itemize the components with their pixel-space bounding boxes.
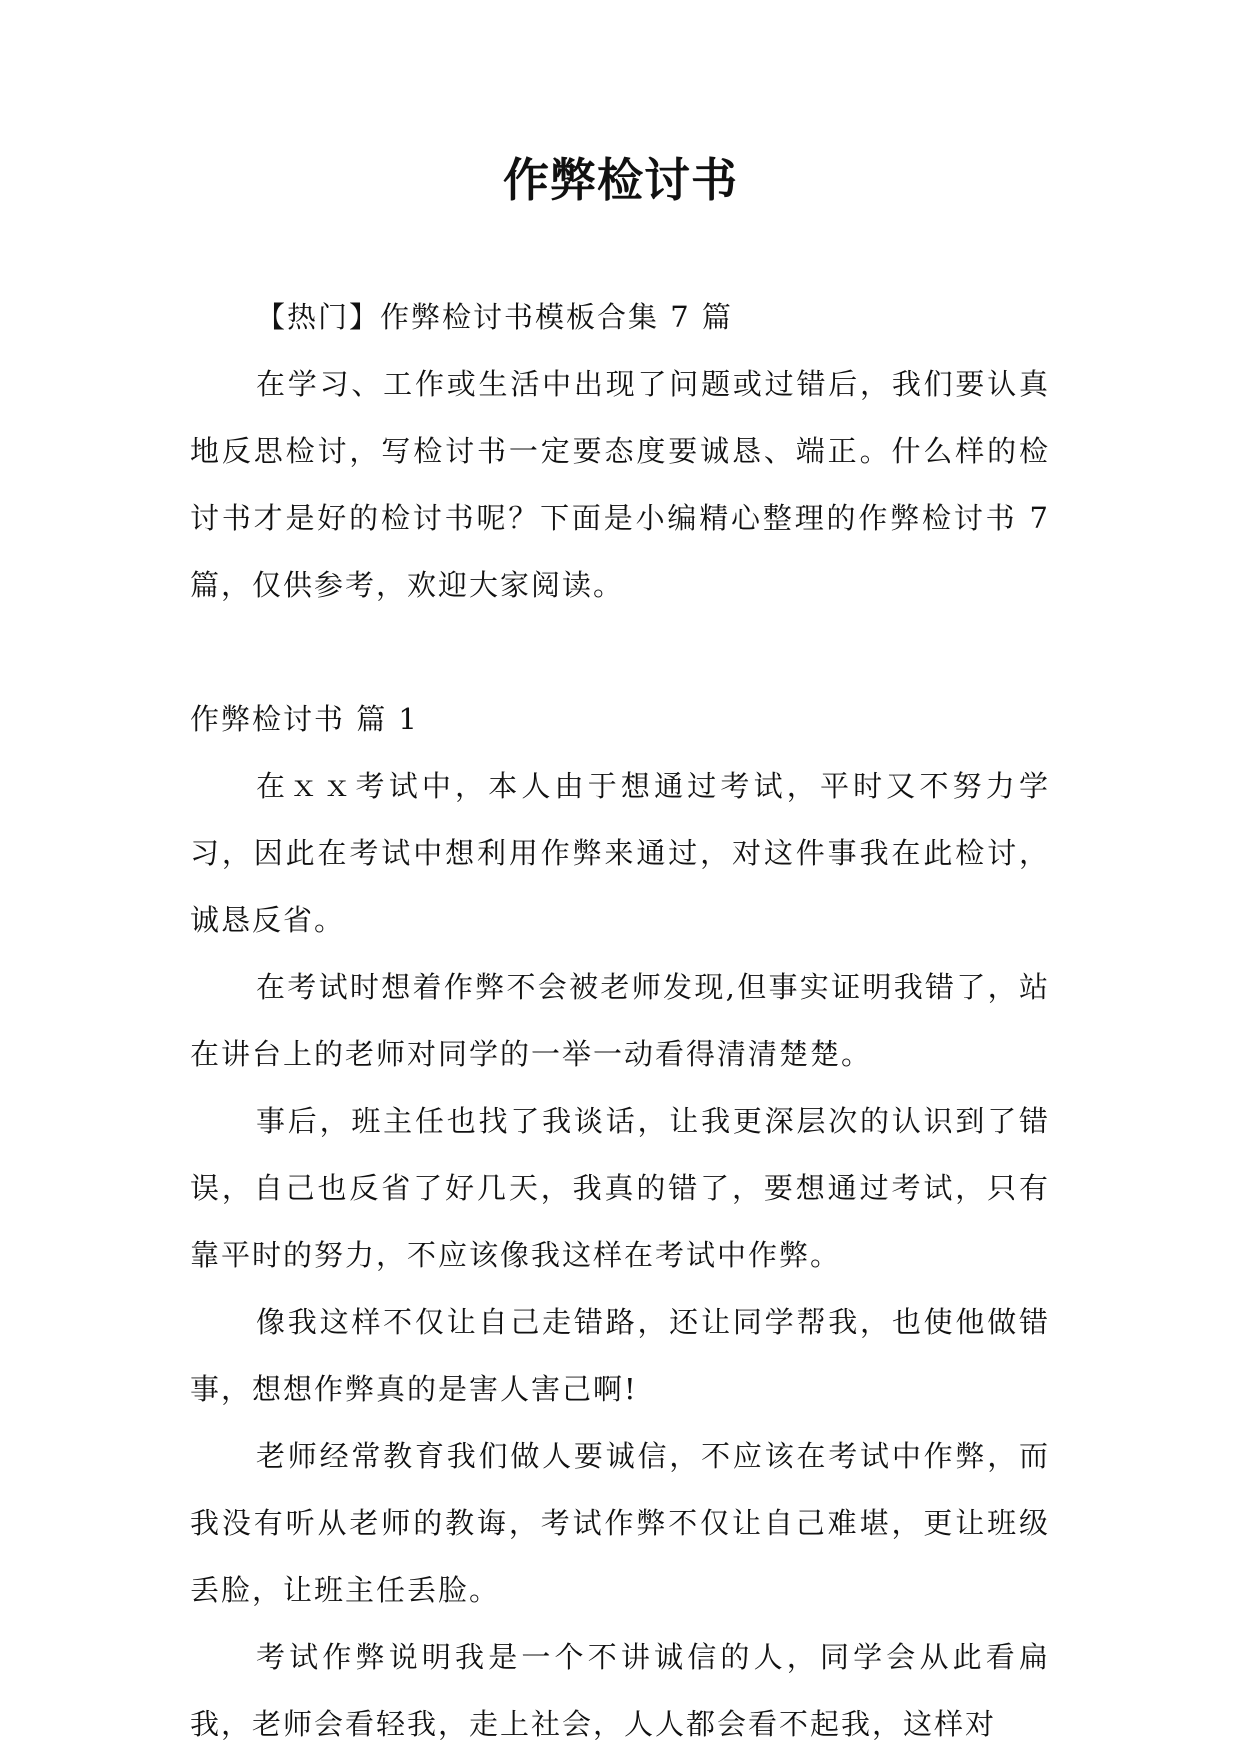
intro-paragraph: 在学习、工作或生活中出现了问题或过错后，我们要认真地反思检讨，写检讨书一定要态度要诚恳、端正。什么样的检讨书才是好的检讨书呢？下面是小编精心整理的作弊检讨书 7 篇，仅供参考，欢迎大家阅读。 [190,367,1050,602]
body-paragraph-2: 在考试时想着作弊不会被老师发现,但事实证明我错了，站在讲台上的老师对同学的一举一动看得清清楚楚。 [190,970,1050,1071]
lead-line: 【热门】作弊检讨书模板合集 7 篇 [256,300,733,334]
body-paragraph-1: 在ｘｘ考试中，本人由于想通过考试，平时又不努力学习，因此在考试中想利用作弊来通过，对这件事我在此检讨，诚恳反省。 [190,769,1050,937]
section-heading: 作弊检讨书 篇 1 [190,702,419,736]
body-paragraph-5: 老师经常教育我们做人要诚信，不应该在考试中作弊，而我没有听从老师的教诲，考试作弊不仅让自己难堪，更让班级丢脸，让班主任丢脸。 [190,1439,1050,1607]
document-title: 作弊检讨书 [503,153,738,207]
body-paragraph-4: 像我这样不仅让自己走错路，还让同学帮我，也使他做错事，想想作弊真的是害人害己啊! [190,1305,1050,1406]
body-paragraph-6: 考试作弊说明我是一个不讲诚信的人，同学会从此看扁我，老师会看轻我，走上社会，人人都会看不起我，这样对 [190,1640,1050,1741]
body-paragraph-3: 事后，班主任也找了我谈话，让我更深层次的认识到了错误，自己也反省了好几天，我真的错了，要想通过考试，只有靠平时的努力，不应该像我这样在考试中作弊。 [190,1104,1050,1272]
document-body [190,284,1050,1758]
section-spacer [190,619,1050,686]
